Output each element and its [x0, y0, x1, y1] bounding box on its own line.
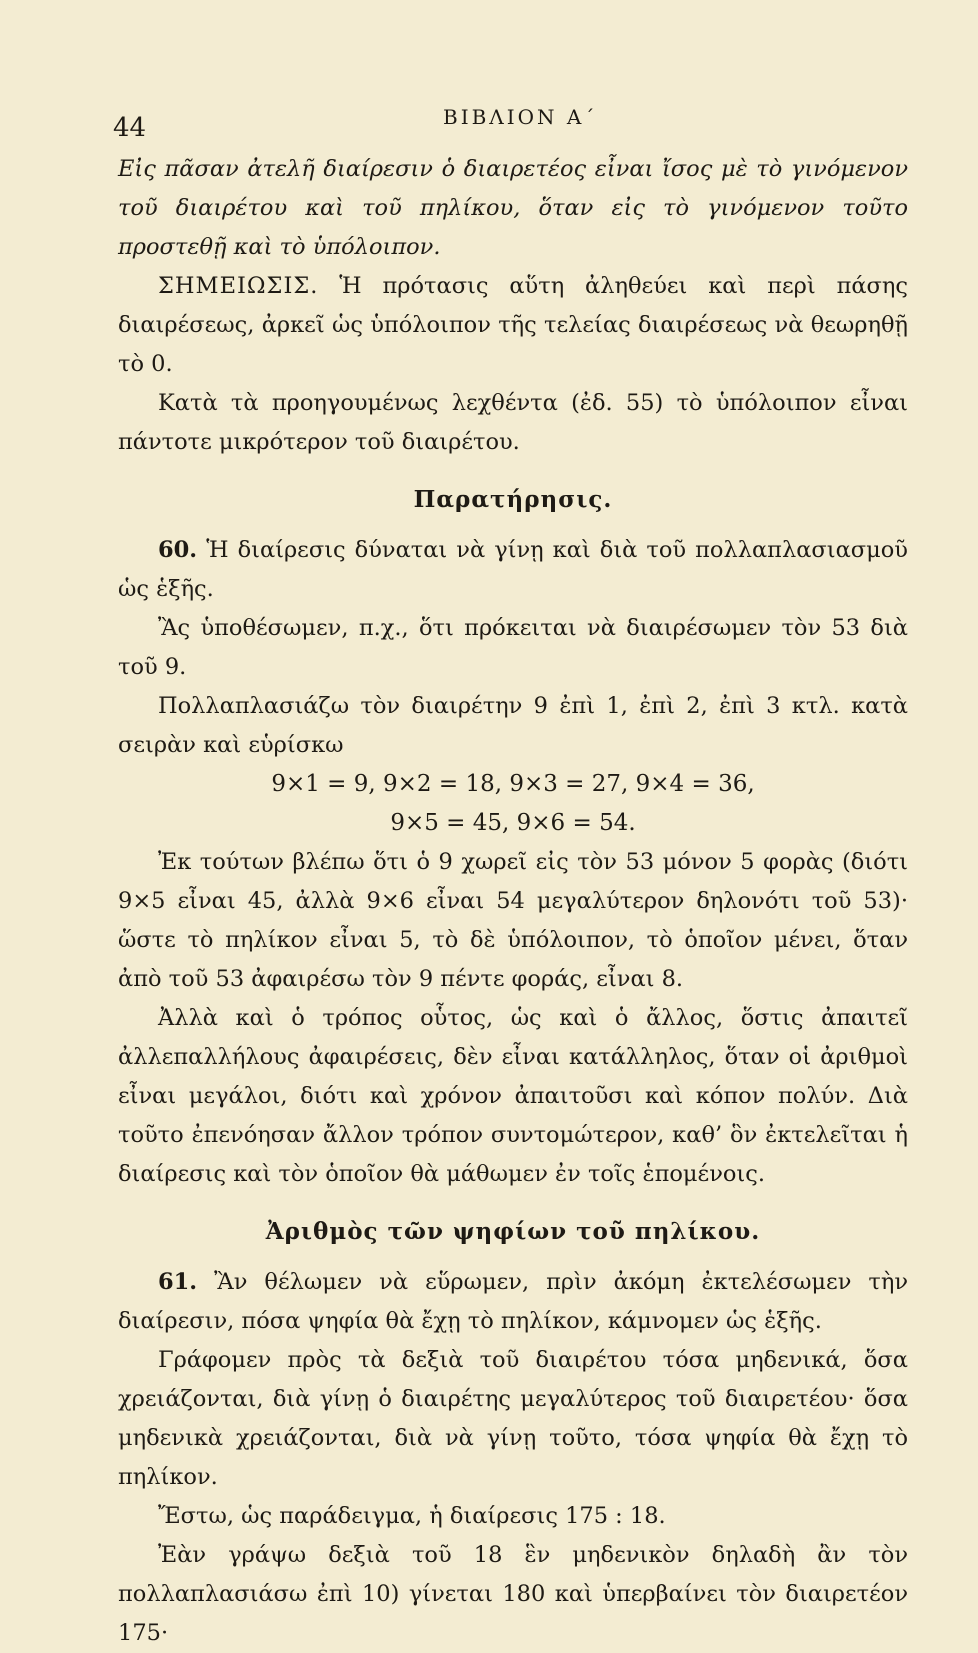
note-paragraph [118, 267, 908, 384]
section-number: 61. [158, 1269, 198, 1295]
theorem-line: τοῦ διαιρέτου καὶ τοῦ πηλίκου, ὅταν εἰς τὸ γινόμενον τοῦτο προστεθῇ [118, 195, 908, 260]
running-title: ΒΙΒΛΙΟΝ Α΄ [443, 105, 598, 129]
section-60-intro [118, 531, 908, 609]
page-header [113, 105, 923, 145]
equation-line: 9×1 = 9, 9×2 = 18, 9×3 = 27, 9×4 = 36, [271, 771, 755, 797]
page-number: 44 [113, 113, 147, 143]
theorem-statement [118, 150, 908, 267]
paragraph: Ἀλλὰ καὶ ὁ τρόπος οὗτος, ὡς καὶ ὁ ἄλλος, ὅστις ἀπαιτεῖ ἀλλεπαλλήλους ἀφαιρέσεις, δὲν εἶναι κατάλληλος, ὅταν οἱ ἀριθμοὶ εἶναι μεγάλοι, διότι καὶ χρόνον ἀπαιτοῦσι καὶ κόπον πολύν. Διὰ τοῦτο ἐπενόησαν ἄλλον τρόπον συντομώτερον, καθ’ ὃν ἐκτελεῖται ἡ διαίρεσις καὶ τὸν ὁποῖον θὰ μάθωμεν ἐν τοῖς ἑπομένοις. [118, 1005, 908, 1187]
section-heading-remark: Παρατήρησις. [413, 486, 613, 513]
paragraph: Ἔστω, ὡς παράδειγμα, ἡ διαίρεσις 175 : 18. [158, 1503, 666, 1529]
section-heading-digits: Ἀριθμὸς τῶν ψηφίων τοῦ πηλίκου. [265, 1218, 761, 1245]
note-paragraph-2: Κατὰ τὰ προηγουμένως λεχθέντα (ἐδ. 55) τὸ ὑπόλοιπον εἶναι πάντοτε μικρότερον τοῦ διαιρέτου. [118, 390, 908, 455]
note-label: ΣΗΜΕΙΩΣΙΣ. [158, 273, 319, 299]
note-text: Ἡ πρότασις αὕτη ἀληθεύει καὶ περὶ πάσης διαιρέσεως, ἀρκεῖ ὡς ὑπόλοιπον τῆς τελείας διαιρέσεως νὰ θεωρηθῇ τὸ 0. [118, 273, 908, 377]
paragraph: Ἐκ τούτων βλέπω ὅτι ὁ 9 χωρεῖ εἰς τὸν 53 μόνον 5 φορὰς (διότι 9×5 εἶναι 45, ἀλλὰ 9×6 εἶναι 54 μεγαλύτερον δηλονότι τοῦ 53)· ὥστε τὸ πηλίκον εἶναι 5, τὸ δὲ ὑπόλοιπον, τὸ ὁποῖον μένει, ὅταν ἀπὸ τοῦ 53 ἀφαιρέσω τὸν 9 πέντε φοράς, εἶναι 8. [118, 849, 908, 992]
theorem-line: καὶ τὸ ὑπόλοιπον. [233, 234, 441, 260]
body-text [118, 150, 908, 1653]
paragraph: Πολλαπλασιάζω τὸν διαιρέτην 9 ἐπὶ 1, ἐπὶ 2, ἐπὶ 3 κτλ. κατὰ σειρὰν καὶ εὑρίσκω [118, 693, 908, 758]
section-number: 60. [158, 537, 198, 563]
paragraph-text: Ἡ διαίρεσις δύναται νὰ γίνῃ καὶ διὰ τοῦ πολλαπλασιασμοῦ ὡς ἑξῆς. [118, 537, 908, 602]
equation-line: 9×5 = 45, 9×6 = 54. [390, 810, 636, 836]
paragraph: Γράφομεν πρὸς τὰ δεξιὰ τοῦ διαιρέτου τόσα μηδενικά, ὅσα χρειάζονται, διὰ γίνῃ ὁ διαιρέτης μεγαλύτερος τοῦ διαιρετέου· ὅσα μηδενικὰ χρειάζονται, διὰ νὰ γίνῃ τοῦτο, τόσα ψηφία θὰ ἔχῃ τὸ πηλίκον. [118, 1347, 908, 1490]
section-61-intro [118, 1263, 908, 1341]
theorem-line: Εἰς πᾶσαν ἀτελῆ διαίρεσιν ὁ διαιρετέος εἶναι ἴσος μὲ τὸ γινόμενον [118, 156, 908, 182]
paragraph-text: Ἂν θέλωμεν νὰ εὕρωμεν, πρὶν ἀκόμη ἐκτελέσωμεν τὴν διαίρεσιν, πόσα ψηφία θὰ ἔχῃ τὸ πηλίκον, κάμνομεν ὡς ἑξῆς. [118, 1269, 908, 1334]
paragraph: Ἂς ὑποθέσωμεν, π.χ., ὅτι πρόκειται νὰ διαιρέσωμεν τὸν 53 διὰ τοῦ 9. [118, 615, 908, 680]
paragraph: Ἐὰν γράψω δεξιὰ τοῦ 18 ἓν μηδενικὸν δηλαδὴ ἂν τὸν πολλαπλασιάσω ἐπὶ 10) γίνεται 180 καὶ ὑπερβαίνει τὸν διαιρετέον 175· [118, 1542, 908, 1646]
